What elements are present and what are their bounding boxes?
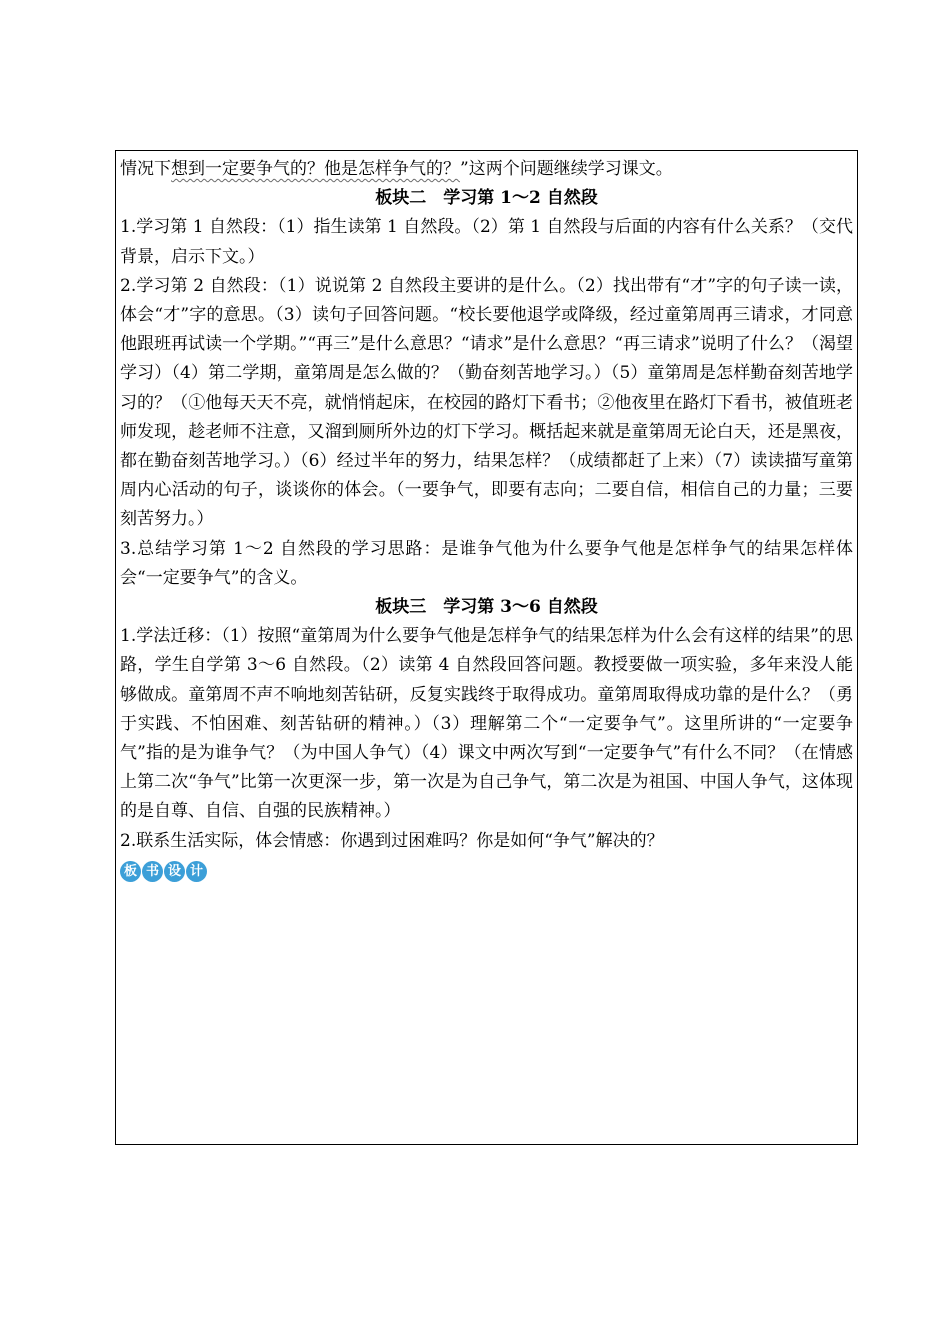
section2-heading: 板块二 学习第 1～2 自然段: [375, 188, 598, 209]
section2-paragraph-3: 3.总结学习第 1～2 自然段的学习思路：是谁争气他为什么要争气他是怎样争气的结果怎样体会“一定要争气”的含义。: [120, 538, 853, 588]
section3-paragraph-2: 2.联系生活实际，体会情感：你遇到过困难吗？你是如何“争气”解决的？: [120, 830, 664, 851]
intro-plain-after: ”这两个问题继续学习课文。: [460, 159, 673, 179]
intro-line: [120, 155, 853, 184]
lesson-plan-table-cell: [115, 150, 858, 1145]
board-design-char-2: 书: [142, 861, 163, 882]
intro-plain-before: 情况下: [120, 159, 171, 179]
board-design-char-4: 计: [186, 861, 207, 882]
section3-heading: 板块三 学习第 3～6 自然段: [375, 597, 598, 618]
section2-paragraph-1: 1.学习第 1 自然段：（1）指生读第 1 自然段。（2）第 1 自然段与后面的内容有什么关系？（交代背景，启示下文。）: [120, 217, 853, 267]
lesson-content: [120, 155, 853, 885]
intro-wavy-text: 想到一定要争气的？他是怎样争气的？: [171, 159, 460, 179]
board-design-char-1: 板: [120, 861, 141, 882]
section2-paragraph-2: 2.学习第 2 自然段：（1）说说第 2 自然段主要讲的是什么。（2）找出带有“才”字的句子读一读，体会“才”字的意思。（3）读句子回答问题。“校长要他退学或降级，经过童第周再三请求，才同意他跟班再试读一个学期。”“再三”是什么意思？“请求”是什么意思？“再三请求”说明了什么？（渴望学习）（4）第二学期，童第周是怎么做的？（勤奋刻苦地学习。）（5）童第周是怎样勤奋刻苦地学习的？（①他每天天不亮，就悄悄起床，在校园的路灯下看书；②他夜里在路灯下看书，被值班老师发现，趁老师不注意，又溜到厕所外边的灯下学习。概括起来就是童第周无论白天，还是黑夜，都在勤奋刻苦地学习。）（6）经过半年的努力，结果怎样？（成绩都赶了上来）（7）读读描写童第周内心活动的句子，谈谈你的体会。（一要争气，即要有志向；二要自信，相信自己的力量；三要刻苦努力。）: [120, 275, 853, 530]
section3-paragraph-1: 1.学法迁移：（1）按照“童第周为什么要争气他是怎样争气的结果怎样为什么会有这样的结果”的思路，学生自学第 3～6 自然段。（2）读第 4 自然段回答问题。教授要做一项实验，多年来没人能够做成。童第周不声不响地刻苦钻研，反复实践终于取得成功。童第周取得成功靠的是什么？（勇于实践、不怕困难、刻苦钻研的精神。）（3）理解第二个“一定要争气”。这里所讲的“一定要争气”指的是为谁争气？（为中国人争气）（4）课文中两次写到“一定要争气”有什么不同？（在情感上第二次“争气”比第一次更深一步，第一次是为自己争气，第二次是为祖国、中国人争气，这体现的是自尊、自信、自强的民族精神。）: [120, 626, 853, 822]
board-design-tag: [120, 861, 207, 882]
board-design-char-3: 设: [164, 861, 185, 882]
